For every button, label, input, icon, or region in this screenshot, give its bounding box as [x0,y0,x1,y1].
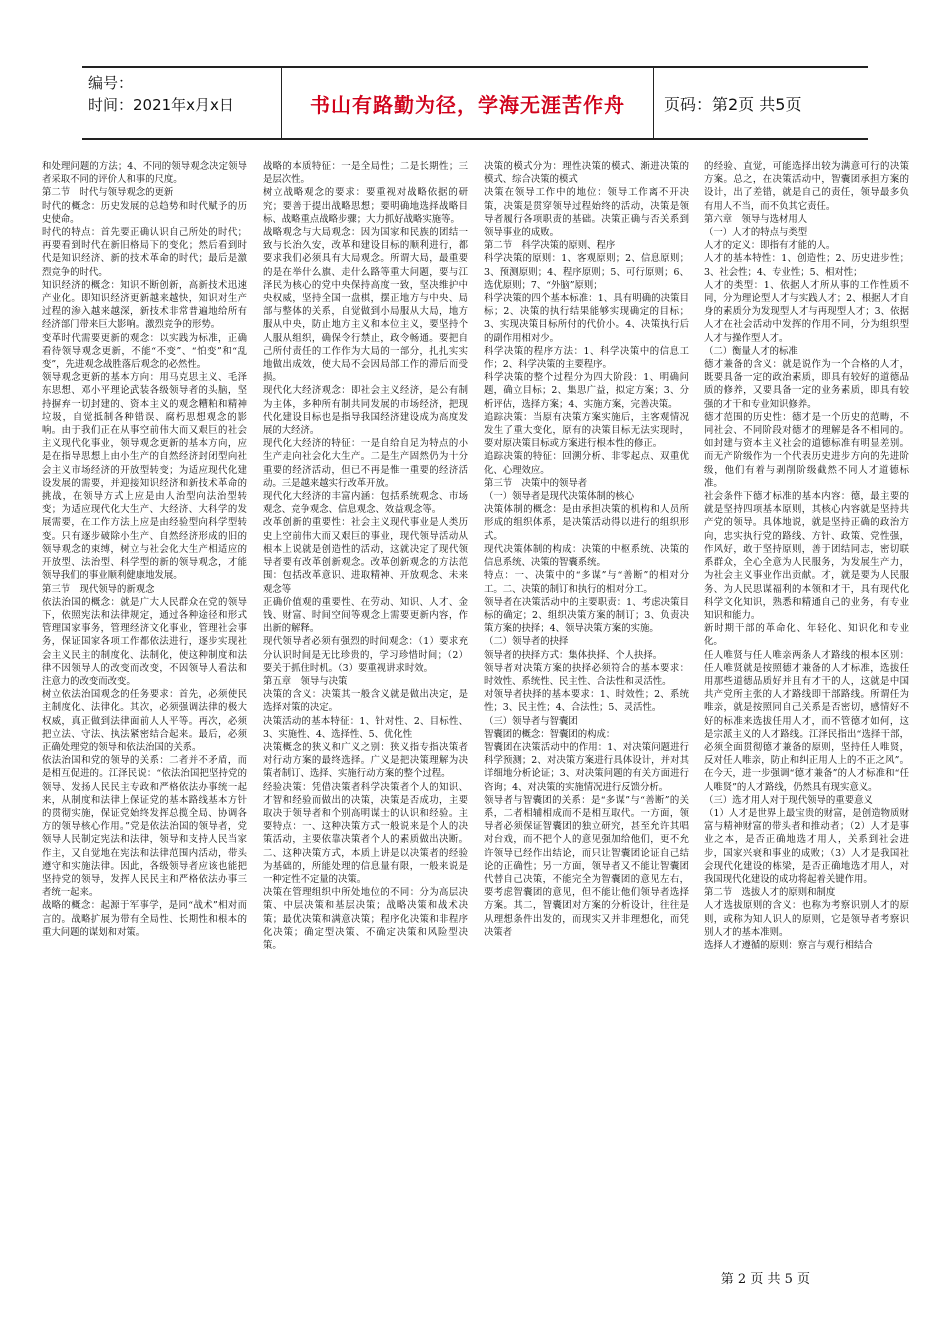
paragraph: 智囊团在决策活动中的作用：1、对决策问题进行科学预测；2、对决策方案进行具体设计，并对其详细地分析论证；3、对决策问题的有关方面进行咨询；4、对决策的实施情况进行反馈分析。 [484,741,689,793]
paragraph: 第六章 领导与选材用人 [704,213,808,225]
paragraph: 决策在领导工作中的地位：领导工作离不开决策，决策是贯穿领导过程始终的活动，决策是领导者履行各项职责的基础。决策正确与否关系到领导事业的成败。 [484,187,689,239]
paragraph: 的经验、直觉，可能选择出较为满意可行的决策方案。总之，在决策活动中，智囊团承担方案的设计，出了差错，就是自己的责任，领导最多负有用人不当，而不负其它责任。 [704,161,909,212]
paragraph: 依法治国和党的领导的关系：二者并不矛盾，而是相互促进的。江泽民说：“依法治国把坚持党的领导、发扬人民民主专政和严格依法办事统一起来，从制度和法律上保证党的基本路线基本方针的贯彻实施，保证党始终发挥总揽全局、协调各方的领导核心作用。”党是依法治国的领导者，党领导人民制定宪法和法律，领导和支持人民当家作主，又自觉地在宪法和法律范围内活动，带头遵守和实施法律。因此，各级领导者应该也能把坚持党的领导，发挥人民民主和严格依法办事三者统一起来。 [42,755,247,899]
paragraph: 领导观念更新的基本方向：用马克思主义、毛泽东思想、邓小平理论武装各级领导者的头脑，坚持摒弃一切封建的、资本主义的观念糟粕和精神垃圾，自觉抵制各种错误、腐朽思想观念的影响。由于我们正在从事空前伟大而又艰巨的社会主义现代化事业，领导观念更新的基本方向，应是在指导思想上由小生产的自然经济封闭型向社会主义市场经济的开放型转变；为适应现代化建设发展的需要，并迎接知识经济和新技术革命的挑战，在领导方式上应是由人治型向法治型转变；为适应现代化大生产、大经济、大科学的发展需要，在工作方法上应是由经验型向科学型转变。只有逐步破除小生产、自然经济形成的旧的领导观念的束缚，树立与社会化大生产相适应的开放型、法治型、科学型的新的领导观念，才能领导我们的事业顺利健康地发展。 [42,372,247,582]
paragraph: 人才选拔原则的含义：也称为考察识别人才的原则，或称为知人识人的原则，它是领导者考察识别人才的基本准则。 [704,900,909,938]
paragraph: 追踪决策：当原有决策方案实施后，主客观情况发生了重大变化，原有的决策目标无法实现时，要对原决策目标或方案进行根本性的修正。 [484,411,689,450]
text-column-4 [704,160,909,1258]
document-date-label: 时间：2021年x月x日 [88,96,234,114]
paragraph: 智囊团的概念：智囊团的构成： [484,728,616,740]
page-header [82,66,868,140]
paragraph: 人才的定义：即指有才能的人。 [704,240,836,252]
text-column-3 [484,160,689,1258]
paragraph: 现代化大经济的丰富内涵：包括系统观念、市场观念、竞争观念、信息观念、效益观念等。 [263,491,468,516]
paragraph: 现代化大经济观念：即社会主义经济，是公有制为主体，多种所有制共同发展的市场经济，把现代化建设目标也是指导我国经济建设成为高度发展的大经济。 [263,385,468,437]
paragraph: （二）衡量人才的标准 [704,345,798,357]
paragraph: 时代的概念：历史发展的总趋势和时代赋予的历史使命。 [42,200,247,225]
paragraph: 领导者对决策方案的抉择必须符合的基本要求：时效性、系统性、民主性、合法性和灵活性。 [484,662,689,687]
paragraph: 科学决策的四个基本标准：1、具有明确的决策目标；2、决策的执行结果能够实现确定的目标；3、实现决策目标所付的代价小。4、决策执行后的副作用相对少。 [484,293,689,344]
paragraph: 特点：一、决策中的“多谋”与“善断”的相对分工。二、决策的制订和执行的相对分工。 [484,570,689,595]
paragraph: 时代的特点：首先要正确认识自己所处的时代；再要看到时代在新旧格局下的变化；然后看到时代是知识经济、新的技术革命的时代；最后是激烈竞争的时代。 [42,227,247,278]
paragraph: 追踪决策的特征：回溯分析、非零起点、双重优化、心理效应。 [484,451,689,476]
paragraph: 决策在管理组织中所处地位的不同：分为高层决策、中层决策和基层决策；战略决策和战术决策；最优决策和满意决策；程序化决策和非程序化决策；确定型决策、不确定决策和风险型决策。 [263,887,468,951]
paragraph: 现代领导者必须有强烈的时间观念：（1）要求充分认识时间是无比珍贵的，学习珍惜时间；（2）要关于抓住时机。（3）要重视讲求时效。 [263,636,468,674]
paragraph: 树立依法治国观念的任务要求：首先，必须使民主制度化、法律化。其次，必须强调法律的极大权威，真正做到法律面前人人平等。再次，必须把立法、守法、执法紧密结合起来。最后，必须正确处理党的领导和依法治国的关系。 [42,689,247,753]
paragraph: 第五章 领导与决策 [263,675,348,687]
text-column-2 [263,160,468,1258]
paragraph: 科学决策的整个过程分为四大阶段：1、明确问题，确立目标；2、集思广益，拟定方案；3、分析评估，选择方案；4、实施方案，完善决策。 [484,372,689,410]
paragraph: 科学决策的程序方法：1、科学决策中的信息工作；2、科学决策的主要程序。 [484,345,689,371]
paragraph: 人才的基本特性：1、创造性；2、历史进步性；3、社会性；4、专业性；5、相对性； [704,253,909,278]
paragraph: 决策的模式分为：理性决策的模式、渐进决策的模式、综合决策的模式 [484,161,689,186]
paragraph: 现代决策体制的构成：决策的中枢系统、决策的信息系统、决策的智囊系统。 [484,543,689,569]
paragraph: 第二节 科学决策的原则、程序 [484,240,616,252]
paragraph: 德才兼备的含义：就是说作为一个合格的人才，既要具备一定的政治素质，即具有较好的道德品质的修养，又要具备一定的业务素质，即具有较强的才干和专业知识修养。 [704,359,909,410]
paragraph: （1）人才是世界上最宝贵的财富，是创造物质财富与精神财富的带头者和推动者；（2）人才是事业之本，是否正确地选才用人，关系到社会进步，国家兴衰和事业的成败；（3）人才是我国社会现代化建设的栋梁，是否正确地选才用人，对我国现代化建设的成功将起着关键作用。 [704,807,909,885]
page-footer: 第 2 页 共 5 页 [720,1272,810,1287]
text-column-1 [42,160,247,1258]
paragraph: （三）选才用人对于现代领导的重要意义 [704,794,873,806]
paragraph: 第二节 时代与领导观念的更新 [42,187,174,199]
paragraph: 人才的类型：1、依据人才所从事的工作性质不同，分为理论型人才与实践人才；2、根据人才自身的素质分为发现型人才与再现型人才；3、依据人才在社会活动中发挥的作用不同，分为组织型人才与操作型人才。 [704,279,909,344]
paragraph: 决策体制的概念：是由承担决策的机构和人员所形成的组织体系，是决策活动得以进行的组织形式。 [484,504,689,542]
header-meta [82,68,282,138]
paragraph: 第三节 现代领导的新观念 [42,583,155,595]
paragraph: 领导者在决策活动中的主要职责：1、考虑决策目标的确定；2、组织决策方案的制订；3、负责决策方案的抉择；4、领导决策方案的实施。 [484,596,689,635]
header-page-label: 页码：第2页 共5页 [664,94,802,114]
paragraph: 社会条件下德才标准的基本内容：德，最主要的就是坚持四项基本原则，其核心内容就是坚持共产党的领导。具体地说，就是坚持正确的政治方向，忠实执行党的路线、方针、政策、党性强，作风好，敢于坚持原则，善于团结同志，密切联系群众，全心全意为人民服务，为发展生产力，为社会主义事业作出贡献。才，就是要为人民服务、为人民思谋福利的本领和才干，具有现代化科学文化知识，熟悉和精通自己的业务，有专业知识和能力。 [704,491,909,621]
paragraph: 任人唯贤与任人唯亲两条人才路线的根本区别：任人唯贤就是按照德才兼备的人才标准，选拔任用那些道德品质好并且有才干的人，这就是中国共产党所主张的人才路线即干部路线。所谓任为唯亲，就是按照同自己关系是否密切，感情好不好的标准来选拔任用人才，而不管德才如何，这是宗派主义的人才路线。江泽民指出“选择干部，必须全面贯彻德才兼备的原则，坚持任人唯贤，反对任人唯亲，防止和纠正用人上的不正之风”。在今天，进一步强调“德才兼备”的人才标准和“任人唯贤”的人才路线，仍然具有现实意义。 [704,649,909,793]
paragraph: 战略观念与大局观念：因为国家和民族的团结一致与长治久安，改革和建设目标的顺利进行，都要求我们必须具有大局观念。所谓大局，最重要的是在举什么旗、走什么路等重大问题，要与江泽民为核心的党中央保持高度一致，坚决维护中央权威，坚持全国一盘棋，摆正地方与中央、局部与整体的关系，自觉做到小局服从大局，地方服从中央，防止地方主义和本位主义，要坚持个人服从组织，确保令行禁止，政令畅通。要把自己所付责任的工作作为大局的一部分，扎扎实实地做出成效，使大局不会因局部工作的滞后而受损。 [263,227,468,384]
paragraph: 对领导者抉择的基本要求：1、时效性；2、系统性；3、民主性；4、合法性；5、灵活性。 [484,689,689,714]
paragraph: 决策的含义：决策其一般含义就是做出决定，是选择对策的决定。 [263,689,468,714]
paragraph: 正确价值观的重要性、在劳动、知识、人才、金钱、财富、时间空间等观念上需要更新内容，作出新的解释。 [263,596,468,635]
paragraph: 第二节 选拔人才的原则和制度 [704,887,836,899]
paragraph: 决策概念的狭义和广义之别：狭义指专指决策者对行动方案的最终选择。广义是把决策理解为决策者制订、选择、实施行动方案的整个过程。 [263,741,468,780]
paragraph: 选择人才遵循的原则：察言与观行相结合 [704,939,873,951]
paragraph: 决策活动的基本特征：1、针对性、2、目标性、3、实施性、4、选择性、5、优化性 [263,715,468,740]
paragraph: 德才范围的历史性：德才是一个历史的范畴，不同社会、不同阶段对德才的理解是各不相同的。如封建与资本主义社会的道德标准有明显差别。而无产阶级作为一个代表历史进步方向的先进阶级，他们有着与剥削阶级截然不同人才道德标准。 [704,411,909,489]
paragraph: 新时期干部的革命化、年轻化、知识化和专业化。 [704,623,909,648]
paragraph: 知识经济的概念：知识不断创新，高新技术迅速产业化。即知识经济更新越来越快，知识对生产过程的渗入越来越深，新技术非常普遍地给所有经济部门带来巨大影响。激烈竞争的形势。 [42,279,247,331]
paragraph: 改革创新的重要性：社会主义现代事业是人类历史上空前伟大而又艰巨的事业，现代领导活动从根本上说就是创造性的活动，这就决定了现代领导者要有改革创新观念。改革创新观念的方法范围：包括改革意识、进取精神、开放观念、未来观念等 [263,517,468,595]
paragraph: （一）人才的特点与类型 [704,227,808,239]
paragraph: 科学决策的原则：1、客观原则；2、信息原则；3、预测原则；4、程序原则；5、可行原则；6、选优原则；7、“外脑”原则； [484,253,689,291]
paragraph: 战略的概念：起源于军事学，是同“战术”相对而言的。战略扩展为带有全局性、长期性和根本的重大问题的谋划和对策。 [42,900,247,938]
paragraph: 经验决策：凭借决策者科学决策者个人的知识、才智和经验而做出的决策，决策是否成功，主要取决于领导者和个别高明谋士的认识和经验。主要特点：一、这种决策方式一般说来是个人的决策活动，主要依靠决策者个人的素质做出决断。二、这种决策方式，本质上讲是以决策者的经验为基础的，所能处理的信息量有限，一般来说是一种定性不定量的决策。 [263,781,468,885]
paragraph: 和处理问题的方法；4、不同的领导观念决定领导者采取不同的评价人和事的尺度。 [42,161,247,186]
paragraph: 现代化大经济的特征：一是自给自足为特点的小生产走向社会化大生产。二是生产固然仍为十分重要的经济活动，但已不再是惟一重要的经济活动。三是越来越实行改革开放。 [263,438,468,489]
paragraph: （二）领导者的抉择 [484,636,569,648]
header-motto: 书山有路勤为径，学海无涯苦作舟 [282,68,654,138]
paragraph: （一）领导者是现代决策体制的核心 [484,491,635,503]
paragraph: （三）领导者与智囊团 [484,715,578,727]
paragraph: 领导者与智囊团的关系：是“多谋”与“善断”的关系，二者相辅相成而不是相互取代。一方面，领导者必须保证智囊团的独立研究，甚至允许其唱对台戏，而不把个人的意见强加给他们，更不允许领导已经作出结论，而只让智囊团论证自己结论的正确性；另一方面，领导者又不能让智囊团代替自己决策，不能完全为智囊团的意见左右，要考虑智囊团的意见，但不能让他们领导者选择方案。其二，智囊团对方案的分析设计，往往是从理想条件出发的，而现实又并非理想化，而凭决策者 [484,794,689,938]
paragraph: 变革时代需要更新的观念：以实践为标准，正确看待领导观念更新，不能“不变”、“怕变”和“乱变”，先进观念战胜落后观念的必然性。 [42,332,247,371]
paragraph: 领导者的抉择方式：集体抉择、个人抉择。 [484,649,663,661]
paragraph: 依法治国的概念：就是广大人民群众在党的领导下，依照宪法和法律规定，通过各种途径和形式管理国家事务，管理经济文化事业，管理社会事务，保证国家各项工作都依法进行，逐步实现社会主义民主的制度化、法制化，使这种制度和法律不因领导人的改变而改变，不因领导人看法和注意力的改变而改变。 [42,596,247,687]
paragraph: 战略的本质特征：一是全局性；二是长期性；三是层次性。 [263,161,468,186]
paragraph: 第三节 决策中的领导者 [484,477,588,489]
document-number-label: 编号： [88,74,134,92]
text-columns [42,160,908,1258]
paragraph: 树立战略观念的要求：要重视对战略依据的研究；要善于提出战略思想；要明确地选择战略目标、战略重点战略步骤；大力抓好战略实施等。 [263,187,468,225]
